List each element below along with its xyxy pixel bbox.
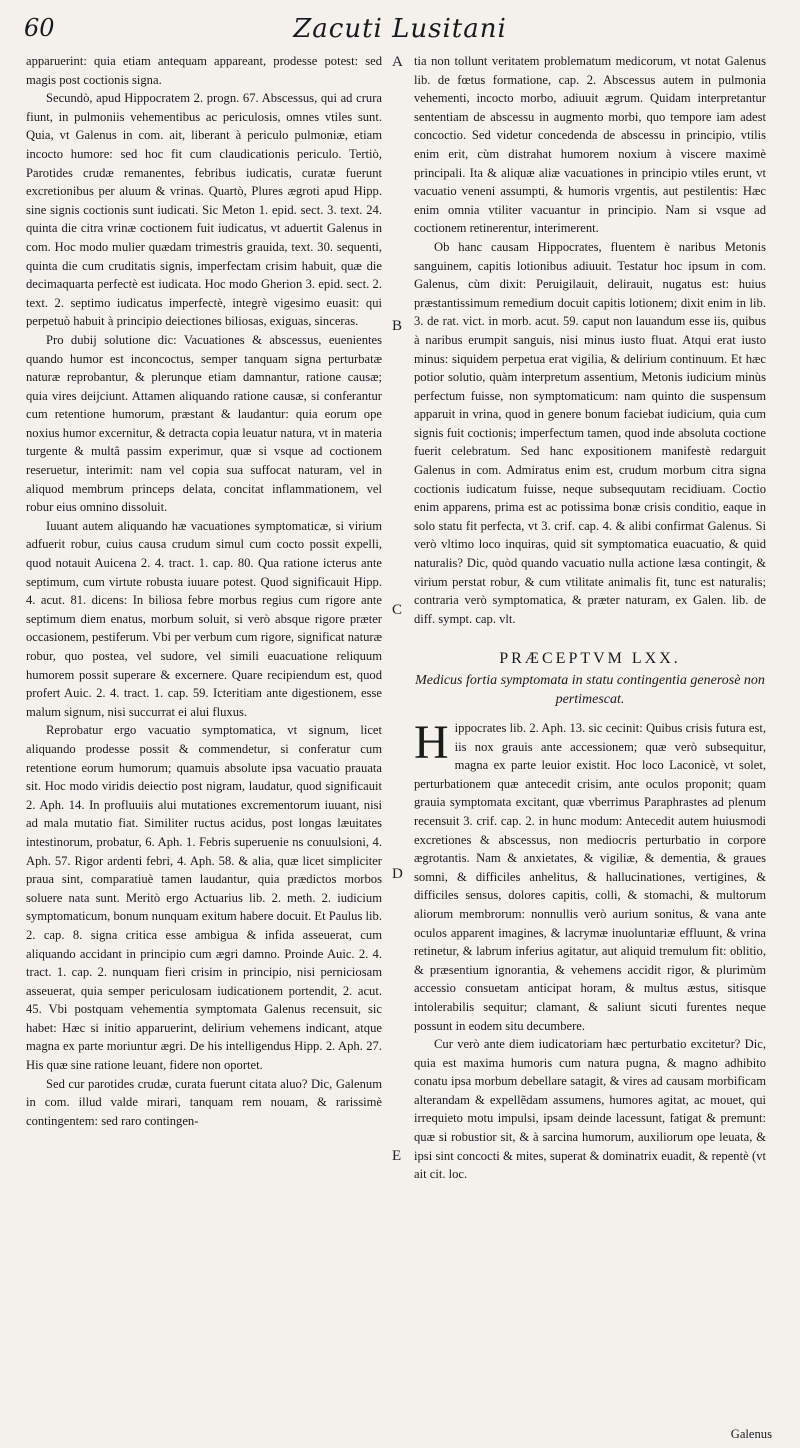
precept-heading: PRÆCEPTVM LXX. xyxy=(499,650,681,668)
left-paragraph: Iuuant autem aliquando hæ vacuationes symptomaticæ, si virium adfuerit robur, cuius causa crudum simul cum cocto possit expelli, quod notauit Auicena 2. 4. tract. 1. cap. 80. Qua ratione icterus ante septimum, cum virtute robusta iuuare potest. Quod significauit Hipp. 4. acut. 81. dicens: In biliosa febre morbus regius cum rigore ante septimum diem enatus, morbum soluit, si verò absque rigore præter occasionem, pestiferum. Vbi per verbum cum rigore, significat naturæ robur, quo postea, vel sudore, vel simili euacuatione reliquum humorem possit superare & excernere. Quare recipiendum est, quod profert Auic. 2. 4. tract. 1. cap. 59. Icteritiam ante digestionem, esse malum signum, nisi succurrat ei alui fluxus. xyxy=(26,518,382,719)
left-paragraph: Reprobatur ergo vacuatio symptomatica, vt signum, licet aliquando prodesse possit & commendetur, si conferatur cum retentione eorum humorum; quamuis absolute ipsa vacuatio prauata sit. Hoc modo viridis deiectio post nigram, laudatur, quod significauit 2. Aph. 14. In profluuiis alui mutationes excrementorum iuuant, nisi ad mala mutatio fiat. Similiter ructus acidus, post longas læuitates intestinorum, probatur, 6. Aph. 1. Febris superuenie ns conuulsioni, 4. Aph. 57. Rigor ardenti febri, 4. Aph. 58. & alia, quæ licet simpliciter praua sint, comparatiuè tamen laudantur, quia prædictos morbos soluere nata sunt. Meritò ergo Actuarius lib. 2. meth. 2. iudicium symptomaticum, bonum nunquam exitum habere docuit. Et Paulus lib. 2. cap. 8. signa critica esse ambigua & infida asseuerat, cum aliquando accidant in principio cum ægri damno. Proinde Auic. 2. 4. tract. 1. cap. 2. nunquam fieri crisim in principio, nisi perniciosam asseuerat, quia semper periculosam iudicationem portendit, 2. acut. 45. Vbi postquam vehementia symptomata Galenus recensuit, sic habet: Hæc si initio apparuerint, delirium vehemens indicant, atque magna ex parte moriuntur ægri. De his intelligendus Hipp. 2. Aph. 27. His quæ sine ratione leuant, fidere non oportet. xyxy=(26,723,382,1073)
catchword: Galenus xyxy=(730,1427,772,1441)
precept-body-text: ippocrates lib. 2. Aph. 13. sic cecinit: Quibus crisis futura est, iis nox grauis ante accessionem; quæ verò subsequitur, magna ex parte leuior existit. Hoc loco Laconicè, vt solet, perturbationem quæ antecedit crisim, ante oculos proponit; quam grauia symptomata excitant, quæ vberrimus Paraphrastes ad plenum recensuit 3. crif. cap. 2. in hunc modum: Antecedit autem huiusmodi excretiones & abscessus, non mediocris perturbatio in corpore ægrotantis. Nam & anxietates, & vigiliæ, & dementia, & graues somni, & difficiles anhelitus, & hallucinationes, vertigines, & difficiles sensus, dolores capitis, colli, & stomachi, & multorum aliorum membrorum: nonnullis verò aurium sonitus, & vana ante oculos apparent imagines, & lacrymæ inuoluntariæ effluunt, & vrina retinetur, & labrum inferius agitatur, aut aliquid tremulum fit: oblitio, & præsentium ignorantia, & vehemens accidit rigor, & plurimùm accessio consuetam anticipat horam, & multus æstus, sitisque intolerabilis sequitur; clamant, & saliunt sicuti furentes neque possunt in eodem situ decumbere. xyxy=(414,721,766,1033)
precept-subheading: Medicus fortia symptomata in statu contingentia generosè non pertimescat. xyxy=(415,673,765,707)
right-column xyxy=(414,52,766,1184)
left-paragraph: Pro dubij solutione dic: Vacuationes & abscessus, euenientes quando humor est inconcoctus, semper tanquam signa perturbatæ naturæ reprobantur, & plerunque etiam damnantur, ratione causæ; quia vires deijciunt. Attamen aliquando ratione causæ, si conferantur cum retentione humorum, præstant & laudantur: quia eorum ope noxius humor excernitur, & detracta copia leuatur natura, vt in materia turgente & multâ passim experimur, quæ si vsque ad coctionem reseruetur, interimit: nam vel copia sua suffocat naturam, vel in aliquod membrum princeps delata, concitat inflammationem, vel robur eius omnino dissoluit. xyxy=(26,332,382,515)
drop-cap: H xyxy=(414,716,449,769)
running-title: Zacuti Lusitani xyxy=(293,14,507,44)
margin-letter-e: E xyxy=(392,1148,402,1164)
left-paragraph: Sed cur parotides crudæ, curata fuerunt citata aluo? Dic, Galenum in com. illud valde mirari, tanquam rem nouam, & rarissimè contingentem: sed raro contingen- xyxy=(26,1076,382,1128)
left-paragraph: apparuerint: quia etiam antequam appareant, prodesse potest: sed magis post coctionis signa. xyxy=(26,54,382,87)
left-column xyxy=(26,52,382,1130)
margin-letter-c: C xyxy=(392,602,403,618)
precept-continuation: Cur verò ante diem iudicatoriam hæc perturbatio excitetur? Dic, quia est maxima humoris cum natura pugna, & magno adhibito conatu ipsa morbum debellare satagit, & vires ad causam morbificam alterandam & expellẽdam assumens, humores agitat, ac mouet, qui irrequieto motu impulsi, ipsam deinde lacessunt, fatigat & premunt: quæ si robustior sit, & à sarcina humorum, auxiliorum ope leuata, & ipsi sint concocti & mites, superat & dominatrix euadit, & repentè (vt ait cit. loc. xyxy=(414,1037,766,1182)
right-paragraph: tia non tollunt veritatem problematum medicorum, vt notat Galenus lib. de fœtus formatione, cap. 2. Abscessus autem in pulmonia vehementi, incocto morbo, adiuuit ægrum. Quidam interpretantur sententiam de abscessu in augmento morbi, quo tempore iam adest concoctio. Sed videtur concedenda de abscessu in principio, vtilis enim erit, cùm distrahat humorem noxium à viscere maximè principali. Ita & aliquæ aliæ vacuationes in principio vtiles erunt, vt vacuatio veneni assumpti, & humoris vrgentis, aut pestilentis: Hæc enim omnia vtiliter vacuantur in principio. Nam si vsque ad coctionem retinerentur, interimerent. xyxy=(414,54,766,236)
right-paragraph: Ob hanc causam Hippocrates, fluentem è naribus Metonis sanguinem, capitis lotionibus adiuuit. Testatur hoc ipsum in com. Galenus, cùm dixit: Peruigilauit, delirauit, nugatus est: huius præstantissimum remedium docuit capitis lotionem; dixit enim in lib. 3. de rat. vict. in morb. acut. 59. caput non lauandum esse iis, quibus à naribus erumpit sanguis, nisi minus iusto fluat. Atqui erat iusto minus: siquidem perpetua erat vigilia, & delirium continuum. Et hæc potior solutio, quàm interpretum assentium, Metonis iudicium minùs perfectum fuisse, non symptomaticum: nam quinto die suspensum apparuit in vrina, quod in genere bonum faciebat iudicium, quia cum signis fuit coctionis; imperfectum tamen, quod inde absoluta coctione fuerit celebratum. Sed hanc expositionem manifestè redarguit Galenus in com. Admiratus enim est, crudum morbum citra signa coctionis iudicatum fuisse, neque subsequutam recidiuam. Coctio enim apparens, prima est ac potissima bonæ crisis conditio, eaque in solo statu fit perfecta, vt 3. crif. cap. 4. & alibi confirmat Galenus. Si verò vltimo loco inquiras, quid sit symptomatica euacuatio, & quid naturalis? Dic, quòd quando vacuatio nulla actione læsa contingit, & virium perstat robur, & cum vtilitate animalis fit, tunc est naturalis; contraria verò symptomatica, & præter naturam, ex Galen. lib. de diff. sympt. cap. vlt. xyxy=(414,239,766,626)
left-paragraph: Secundò, apud Hippocratem 2. progn. 67. Abscessus, qui ad crura fiunt, in pulmoniis vehementibus ac periculosis, omnes vtiles sunt. Quia, vt Galenus in com. ait, liberant à periculo pulmoniæ, etiam incocto humore: sed hoc fit cum claudicationis periculo. Tertiò, Parotides crudæ remanentes, febribus iudicatis, curatæ fuerunt excretionibus per aluum & vrinas. Quartò, Plures ægroti apud Hipp. sine signis coctionis sunt iudicati. Sic Meton 1. epid. sect. 3. text. 24. quinta die citra vrinæ coctionem fuit iudicatus, vt aduertit Galenus in com. Hoc modo mulier quædam trimestris grauida, text. 30. sequenti, quinta die cum cruditatis signis, imperfectam crisim habuit, quæ die decimaquarta perfectè est iudicata. Hoc modo Gherion 3. epid. sect. 2. text. 2. septimo iudicatus imperfectè, integrè vigesimo euasit: qui perpetuò habuit à principio deiectiones biliosas, exiguas, sinceras. xyxy=(26,91,382,329)
margin-letter-b: B xyxy=(392,318,403,334)
page-number: 60 xyxy=(24,14,55,42)
margin-letter-a: A xyxy=(392,54,403,70)
margin-letter-d: D xyxy=(392,866,403,882)
page-header xyxy=(24,14,776,48)
precept-body xyxy=(414,716,766,1035)
